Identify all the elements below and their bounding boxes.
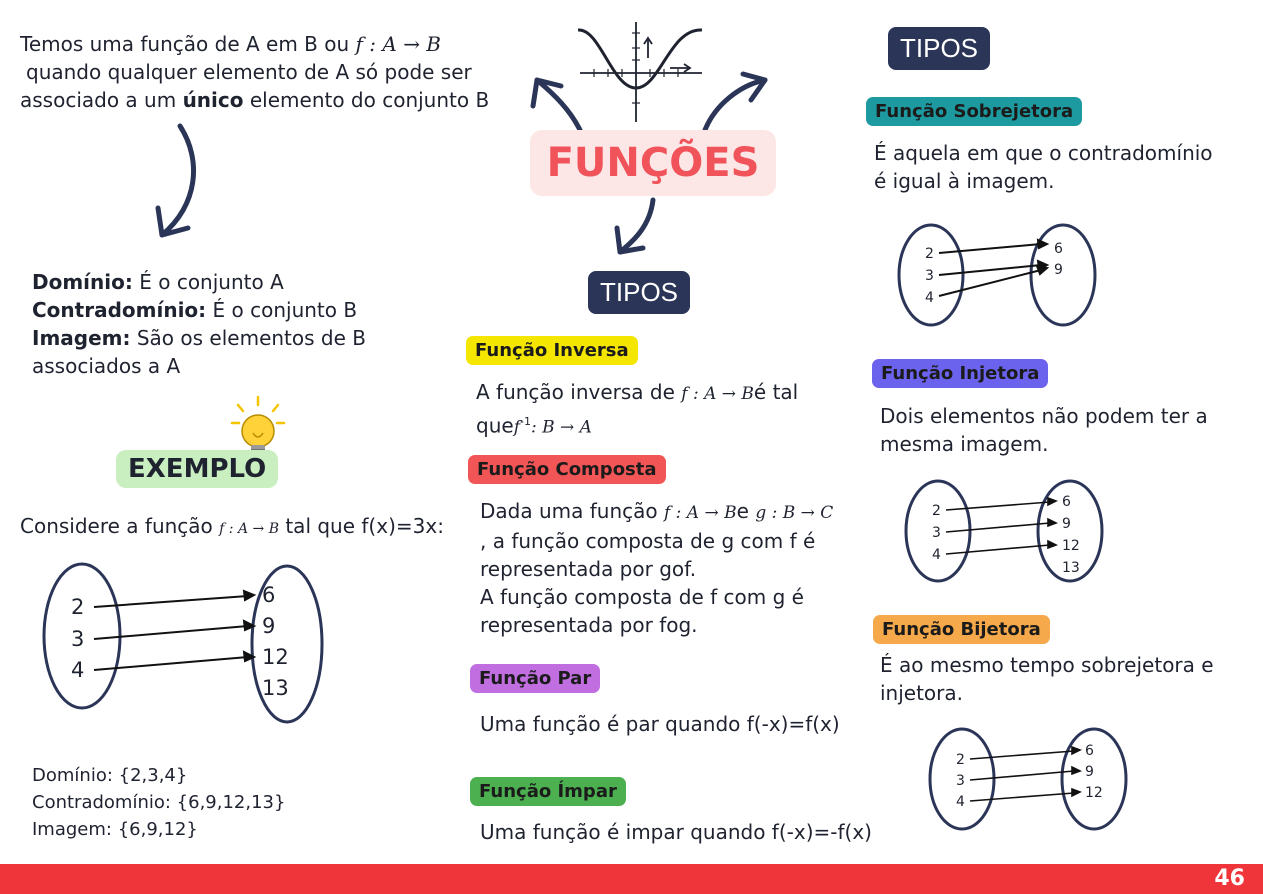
composta-desc	[480, 497, 875, 639]
injetora-desc	[880, 402, 1240, 458]
set-value: 6	[1054, 241, 1063, 257]
codomain-value: 12	[262, 645, 289, 669]
intro-line3-pre: associado a um	[20, 88, 177, 112]
inversa-text: A função inversa de	[476, 380, 675, 404]
sobrejetora-diagram	[895, 220, 1105, 330]
page-title: FUNÇÕES	[546, 140, 760, 186]
def-desc: São os elementos de B	[136, 326, 366, 350]
set-value: 3	[932, 525, 941, 541]
def-desc: É o conjunto A	[139, 270, 284, 294]
composta-map-f: f : A → B	[663, 503, 737, 523]
example-sentence-pre: Considere a função	[20, 514, 213, 538]
domain-value: 3	[71, 627, 85, 651]
set-value: 2	[956, 752, 965, 768]
domain-value: 2	[71, 595, 85, 619]
footer-bar	[0, 864, 1263, 894]
def-desc: associados a A	[32, 354, 181, 378]
set-value: 4	[956, 794, 965, 810]
title-box	[530, 130, 776, 196]
sobrejetora-desc	[874, 139, 1234, 195]
set-value: 3	[956, 773, 965, 789]
bijetora-text: É ao mesmo tempo sobrejetora e	[880, 653, 1214, 677]
example-label: EXEMPLO	[116, 450, 278, 488]
intro-text	[20, 30, 490, 114]
set-value: 9	[1085, 764, 1094, 780]
result-domain: Domínio: {2,3,4}	[32, 765, 188, 786]
inversa-map: f : A → B	[681, 384, 754, 404]
composta-text: representada por gof.	[480, 557, 697, 581]
set-value: 12	[1085, 785, 1103, 801]
intro-bold: único	[182, 88, 244, 112]
set-value: 4	[925, 290, 934, 306]
injetora-text: Dois elementos não podem ter a	[880, 404, 1208, 428]
composta-e: e	[736, 499, 749, 523]
intro-map: f : A → B	[355, 32, 441, 56]
composta-text: , a função composta de g com f é	[480, 529, 816, 553]
bijetora-text: injetora.	[880, 681, 964, 705]
set-value: 4	[932, 547, 941, 563]
codomain-value: 6	[262, 583, 276, 607]
tag-inversa: Função Inversa	[466, 336, 638, 365]
set-value: 3	[925, 268, 934, 284]
composta-text: Dada uma função	[480, 499, 658, 523]
def-term: Contradomínio:	[32, 298, 207, 322]
set-value: 12	[1062, 538, 1080, 554]
domain-value: 4	[71, 658, 85, 682]
inversa-desc	[476, 378, 856, 442]
inversa-text: que	[476, 413, 514, 438]
composta-text: A função composta de f com g é	[480, 585, 804, 609]
inversa-text: é tal	[753, 380, 799, 404]
tag-impar: Função Ímpar	[470, 777, 626, 806]
example-map: f : A → B	[219, 521, 279, 537]
inversa-map2: : B → A	[530, 417, 592, 438]
set-value: 6	[1062, 494, 1071, 510]
arrow-up-right-icon	[705, 80, 765, 130]
codomain-value: 9	[262, 614, 276, 638]
example-results	[32, 762, 285, 843]
arrow-down-icon	[620, 200, 653, 252]
tag-par: Função Par	[470, 664, 600, 693]
curved-arrow-icon	[140, 120, 210, 245]
injetora-text: mesma imagem.	[880, 432, 1049, 456]
tag-bijetora: Função Bijetora	[873, 615, 1050, 644]
page-number: 46	[1214, 866, 1245, 891]
tag-injetora: Função Injetora	[872, 359, 1048, 388]
map-arrow	[94, 596, 248, 607]
example-mapping-diagram	[30, 560, 330, 750]
intro-line2: quando qualquer elemento de A só pode ser	[26, 60, 472, 84]
injetora-diagram	[900, 478, 1110, 588]
set-value: 9	[1054, 262, 1063, 278]
composta-text: representada por fog.	[480, 613, 698, 637]
def-term: Imagem:	[32, 326, 131, 350]
definitions	[32, 268, 372, 380]
bijetora-desc	[880, 651, 1250, 707]
codomain-value: 13	[262, 676, 289, 700]
inversa-sup: -1	[519, 415, 531, 428]
set-value: 2	[932, 503, 941, 519]
impar-desc: Uma função é impar quando f(-x)=-f(x)	[480, 820, 872, 844]
intro-line1: Temos uma função de A em B ou	[20, 32, 350, 56]
tipos-label-right: TIPOS	[888, 27, 990, 70]
set-value: 9	[1062, 516, 1071, 532]
result-codomain: Contradomínio: {6,9,12,13}	[32, 792, 286, 813]
result-image: Imagem: {6,9,12}	[32, 819, 198, 840]
set-value: 6	[1085, 743, 1094, 759]
inversa-f: f	[513, 417, 520, 438]
sobrejetora-text: É aquela em que o contradomínio	[874, 141, 1213, 165]
example-sentence-post: tal que f(x)=3x:	[285, 514, 444, 538]
tag-sobrejetora: Função Sobrejetora	[866, 97, 1082, 126]
tag-composta: Função Composta	[468, 455, 666, 484]
bijetora-diagram	[925, 726, 1135, 834]
sobrejetora-text: é igual à imagem.	[874, 169, 1055, 193]
par-desc: Uma função é par quando f(-x)=f(x)	[480, 712, 840, 736]
example-sentence	[20, 512, 444, 543]
def-term: Domínio:	[32, 270, 133, 294]
map-arrow	[94, 626, 248, 639]
composta-map-g: g : B → C	[755, 503, 834, 523]
intro-line3-post: elemento do conjunto B	[249, 88, 490, 112]
def-desc: É o conjunto B	[212, 298, 358, 322]
set-value: 13	[1062, 560, 1080, 576]
set-value: 2	[925, 246, 934, 262]
tipos-label-middle: TIPOS	[588, 271, 690, 314]
